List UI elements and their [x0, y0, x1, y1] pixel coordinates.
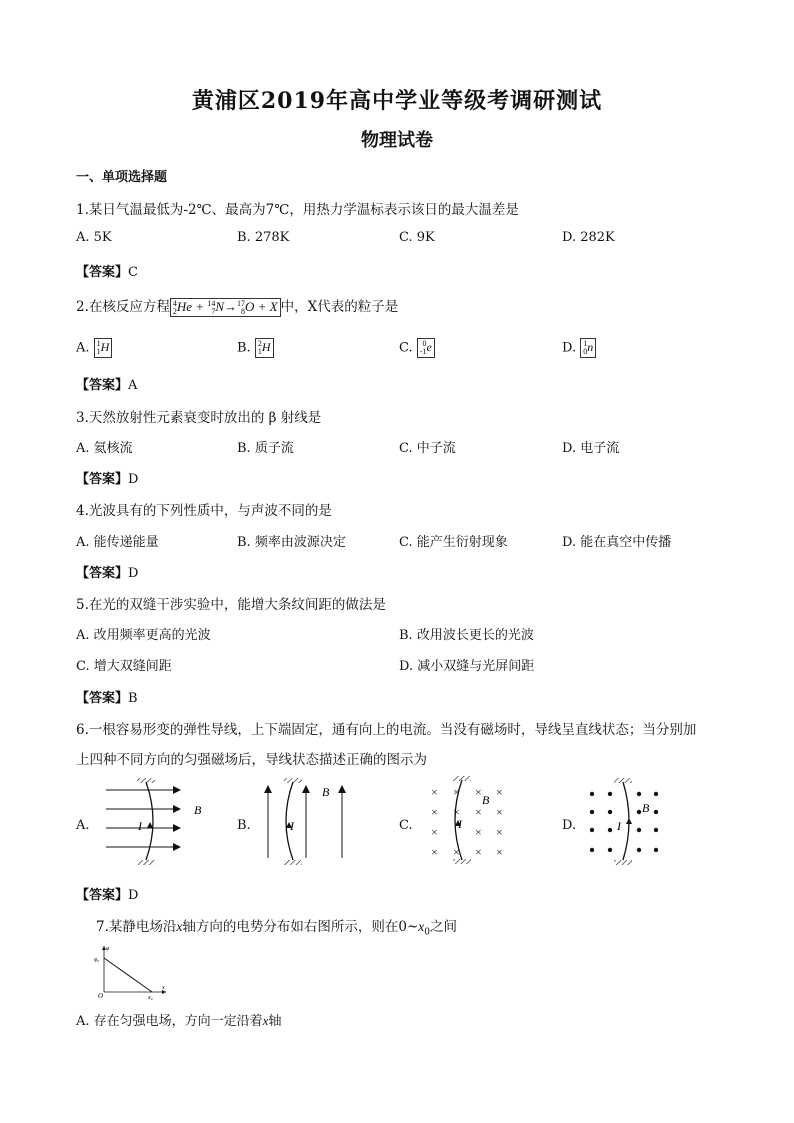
- svg-text:×: ×: [475, 805, 482, 819]
- arrow: →: [224, 298, 238, 314]
- q6-figure-b: [258, 778, 354, 870]
- current-label: I: [290, 819, 294, 833]
- q2-answer: [76, 374, 137, 393]
- potential-line: [104, 958, 152, 992]
- field-into-page-marks: [431, 785, 503, 859]
- q2-option-b: B. 2 1H: [237, 338, 274, 358]
- q3-option-d: D. 电子流: [562, 441, 620, 456]
- current-label: I: [138, 819, 142, 833]
- svg-text:×: ×: [475, 845, 482, 859]
- o-mass: 17: [237, 299, 246, 308]
- q1-option-d: D. 282K: [562, 230, 615, 245]
- q2-option-a: A. 1 1H: [76, 338, 112, 358]
- q6-answer-value: D: [128, 888, 139, 903]
- q1-stem: 1.某日气温最低为-2℃、最高为7℃，用热力学温标表示该日的最大温差是: [76, 202, 519, 218]
- q6-stem-line2: 上四种不同方向的匀强磁场后，导线状态描述正确的图示为: [76, 752, 427, 768]
- q1-option-a: A. 5K: [76, 230, 112, 245]
- svg-text:×: ×: [453, 845, 460, 859]
- field-label: B: [482, 793, 490, 807]
- svg-text:×: ×: [453, 785, 460, 799]
- q5-option-b: B. 改用波长更长的光波: [399, 628, 534, 643]
- q4-option-c: C. 能产生衍射现象: [399, 535, 508, 550]
- n-z: 7: [211, 307, 216, 316]
- q6-stem-line1: 6.一根容易形变的弹性导线，上下端固定，通有向上的电流。当没有磁场时，导线呈直线状态；当分别加: [76, 722, 697, 738]
- q3-answer-value: D: [128, 472, 139, 487]
- svg-text:×: ×: [496, 805, 503, 819]
- answer-label: 【答案】: [76, 888, 129, 903]
- answer-label: 【答案】: [76, 472, 129, 487]
- current-label: I: [458, 817, 462, 831]
- svg-text:×: ×: [496, 785, 503, 799]
- svg-text:×: ×: [431, 785, 438, 799]
- q3-option-a: A. 氦核流: [76, 441, 133, 456]
- q5-option-c: C. 增大双缝间距: [76, 659, 172, 674]
- svg-text:×: ×: [431, 845, 438, 859]
- q6-figure-c: [424, 776, 514, 868]
- answer-label: 【答案】: [76, 378, 129, 393]
- q6-option-b-label: B.: [237, 818, 251, 833]
- svg-text:×: ×: [475, 825, 482, 839]
- section-heading: 一、单项选择题: [76, 170, 168, 185]
- field-label: B: [322, 785, 330, 799]
- q1-answer: [76, 261, 138, 280]
- plus-sign: +: [195, 298, 205, 314]
- q5-option-a: A. 改用频率更高的光波: [76, 628, 211, 643]
- q2-stem-prefix: 2.在核反应方程: [76, 299, 170, 315]
- q4-answer: [76, 562, 138, 581]
- o-z: 8: [241, 307, 246, 316]
- q6-figure-d: [584, 778, 664, 870]
- q2-option-c: C. 0 -1e: [399, 338, 435, 358]
- q3-option-b: B. 质子流: [237, 441, 294, 456]
- bottom-support: [614, 860, 632, 865]
- q6-option-d-label: D.: [562, 818, 577, 833]
- answer-label: 【答案】: [76, 265, 129, 280]
- svg-text:×: ×: [431, 805, 438, 819]
- current-arrow: [147, 822, 153, 828]
- q4-option-b: B. 频率由波源决定: [237, 535, 346, 550]
- exam-subtitle: 物理试卷: [361, 130, 433, 151]
- q2-answer-value: A: [128, 378, 138, 393]
- he-z: 2: [172, 307, 177, 316]
- q4-option-a: A. 能传递能量: [76, 535, 159, 550]
- x-term: + X: [257, 298, 278, 314]
- q3-answer: [76, 468, 138, 487]
- q3-option-c: C. 中子流: [399, 441, 456, 456]
- q2-option-d: D. 1 0n: [562, 338, 596, 358]
- q7-stem: 7.某静电场沿x轴方向的电势分布如右图所示，则在$0\sim x_0$之间: [96, 919, 458, 938]
- n-mass: 14: [207, 299, 216, 308]
- q1-option-c: C. 9K: [399, 230, 435, 245]
- bottom-support: [284, 860, 302, 865]
- x-axis-label: x: [162, 985, 165, 991]
- answer-label: 【答案】: [76, 566, 129, 581]
- wire: [146, 782, 153, 860]
- nuclear-equation: [170, 298, 281, 317]
- o-symbol: O: [245, 298, 255, 314]
- svg-text:×: ×: [453, 805, 460, 819]
- q6-option-c-label: C.: [399, 818, 413, 833]
- q7-option-a: A. 存在匀强电场，方向一定沿着x轴: [76, 1013, 282, 1029]
- q4-stem: 4.光波具有的下列性质中，与声波不同的是: [76, 503, 332, 519]
- n-symbol: N: [215, 298, 225, 314]
- svg-text:×: ×: [496, 825, 503, 839]
- svg-text:×: ×: [496, 845, 503, 859]
- q7-potential-graph: [92, 942, 172, 1000]
- phi-label: φ: [106, 946, 110, 952]
- q2-stem: [76, 295, 398, 317]
- q5-answer: [76, 687, 138, 706]
- q6-figure-a: [100, 778, 210, 870]
- q3-stem: 3.天然放射性元素衰变时放出的 β 射线是: [76, 410, 322, 426]
- bottom-support: [137, 860, 155, 865]
- q6-option-a-label: A.: [76, 818, 90, 833]
- q4-answer-value: D: [128, 566, 139, 581]
- he-mass: 4: [172, 299, 177, 308]
- q5-option-d: D. 减小双缝与光屏间距: [399, 659, 535, 674]
- x0-label: x₀: [148, 995, 153, 1000]
- field-label: B: [642, 801, 650, 815]
- field-label: B: [194, 803, 202, 817]
- current-label: I: [617, 819, 621, 833]
- q1-option-b: B. 278K: [237, 230, 290, 245]
- q5-stem: 5.在光的双缝干涉实验中，能增大条纹间距的做法是: [76, 597, 386, 613]
- origin-label: O: [98, 992, 104, 1000]
- current-arrow: [626, 818, 632, 824]
- q2-stem-suffix: 中，X代表的粒子是: [280, 299, 399, 315]
- exam-title: 黄浦区2019年高中学业等级考调研测试: [191, 88, 603, 114]
- svg-text:×: ×: [431, 825, 438, 839]
- q5-answer-value: B: [128, 691, 138, 706]
- q4-option-d: D. 能在真空中传播: [562, 535, 672, 550]
- q1-answer-value: C: [128, 265, 138, 280]
- he-symbol: He: [176, 298, 193, 314]
- svg-text:×: ×: [475, 785, 482, 799]
- answer-label: 【答案】: [76, 691, 129, 706]
- phi0-label: φ₀: [94, 957, 100, 963]
- q6-answer: [76, 884, 138, 903]
